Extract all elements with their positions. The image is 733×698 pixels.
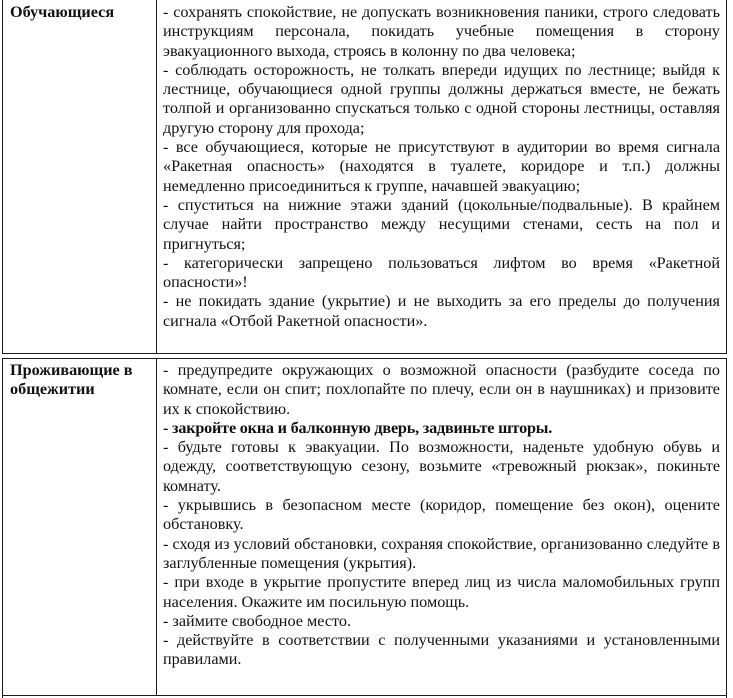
dormitory-section-row bbox=[3, 359, 727, 696]
rule-item: - займите свободное место. bbox=[163, 611, 352, 630]
students-section-table bbox=[2, 0, 727, 354]
rule-item: - соблюдать осторожность, не толкать впереди идущих по лестнице; выйдя к лестнице, обучающиеся одной группы должны держаться вместе, не бежать толпой и организованно спускаться только с одной стороны лестницы, оставляя другую сторону для прохода; bbox=[163, 60, 720, 137]
dormitory-section-table bbox=[2, 358, 727, 696]
rule-item: - спуститься на нижние этажи зданий (цокольные/подвальные). В крайнем случае найти пространство между несущими стенами, сесть на пол и пригнуться; bbox=[163, 195, 720, 253]
rule-item: - действуйте в соответствии с полученными указаниями и установленными правилами. bbox=[163, 631, 720, 669]
rule-item: - будьте готовы к эвакуации. По возможности, наденьте удобную обувь и одежду, соответствующую сезону, возьмите «тревожный рюкзак», покиньте комнату. bbox=[163, 438, 720, 495]
rule-item: - сходя из условий обстановки, сохраняя спокойствие, организованно следуйте в заглубленные помещения (укрытия). bbox=[163, 534, 720, 572]
rule-item: - укрывшись в безопасном месте (коридор, помещение без окон), оцените обстановку. bbox=[163, 496, 720, 534]
rule-item: - предупредите окружающих о возможной опасности (разбудите соседа по комнате, если он спит; похлопайте по плечу, если он в наушниках) и призовите их к спокойствию. bbox=[163, 361, 720, 418]
rule-item: - не покидать здание (укрытие) и не выходить за его пределы до получения сигнала «Отбой Ракетной опасности». bbox=[163, 292, 720, 330]
rules-cell-students bbox=[157, 0, 727, 354]
category-label-students: Обучающиеся bbox=[10, 3, 115, 21]
category-cell-dormitory bbox=[3, 359, 157, 696]
next-table-edge bbox=[2, 693, 727, 698]
category-label-dormitory: Проживающие в общежитии bbox=[10, 361, 133, 399]
rules-cell-dormitory bbox=[157, 359, 727, 696]
category-cell-students bbox=[3, 0, 157, 354]
students-section-row bbox=[3, 0, 727, 354]
rule-item: - все обучающиеся, которые не присутствуют в аудитории во время сигнала «Ракетная опасность» (находятся в туалете, коридоре и т.п.) должны немедленно присоединиться к группе, начавшей эвакуацию; bbox=[163, 138, 720, 195]
rule-item: - закройте окна и балконную дверь, задвиньте шторы. bbox=[163, 418, 553, 437]
rule-item: - при входе в укрытие пропустите вперед лиц из числа маломобильных групп населения. Окажите им посильную помощь. bbox=[163, 573, 720, 611]
rule-item: - сохранять спокойствие, не допускать возникновения паники, строго следовать инструкциям персонала, покидать учебные помещения в сторону эвакуационного выхода, строясь в колонну по два человека; bbox=[163, 3, 720, 60]
rule-item: - категорически запрещено пользоваться лифтом во время «Ракетной опасности»! bbox=[163, 253, 720, 292]
